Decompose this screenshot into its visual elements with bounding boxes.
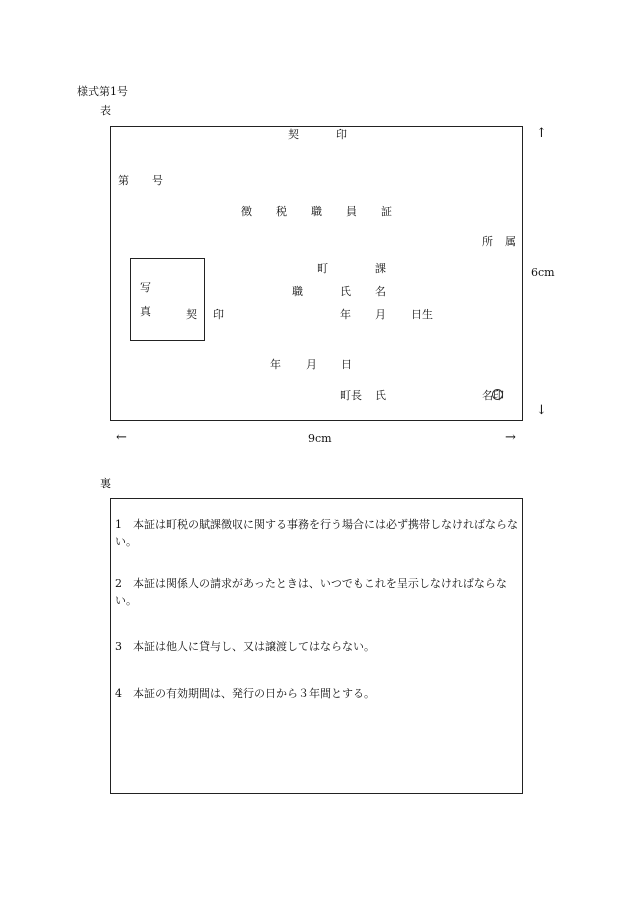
name-label-1: 氏 [340,285,351,298]
back-item-text: 本証の有効期間は、発行の日から３年間とする。 [133,687,375,700]
photo-label-2: 真 [140,305,151,318]
arrow-down-icon: ↓ [536,403,547,418]
height-dimension: 6cm [531,266,555,279]
back-item-number: 3 [115,640,122,653]
width-dimension: 9cm [308,432,332,445]
keiin-top-2: 印 [336,128,347,141]
affiliation-1: 所 [482,235,493,248]
back-item-text: 本証は町税の賦課徴収に関する事務を行う場合には必ず携帯しなければならない。 [115,518,518,548]
back-item-text: 本証は他人に貸与し、又は譲渡してはならない。 [133,640,375,653]
issue-day: 日 [341,358,352,371]
birth-month: 月 [375,308,386,321]
front-label: 表 [100,104,111,117]
back-item-3 [115,638,520,655]
back-item-text: 本証は関係人の請求があったときは、いつでもこれを呈示しなければならない。 [115,577,507,607]
back-item-number: 2 [115,577,122,590]
name-label-2: 名 [375,285,386,298]
position-label: 職 [292,285,303,298]
title-char-5: 証 [381,205,392,218]
back-item-1 [115,516,520,550]
back-item-2 [115,575,520,609]
title-char-3: 職 [311,205,322,218]
back-label: 裏 [100,477,111,490]
photo-keiin-2: 印 [213,308,224,321]
keiin-top-1: 契 [288,128,299,141]
arrow-right-icon: → [505,430,516,445]
mayor-label: 町長 [340,389,362,402]
affiliation-2: 属 [505,235,516,248]
title-char-4: 員 [346,205,357,218]
photo-box [130,258,205,341]
issue-month: 月 [306,358,317,371]
number-label-dai: 第 [118,174,129,187]
number-label-go: 号 [152,174,163,187]
title-char-2: 税 [276,205,287,218]
seal-circle [492,389,503,400]
dept-label: 課 [375,262,386,275]
form-number: 様式第1号 [77,85,128,98]
arrow-up-icon: ↑ [536,126,547,141]
back-item-4 [115,685,520,702]
title-char-1: 徴 [241,205,252,218]
birth-day: 日生 [411,308,433,321]
arrow-left-icon: ← [116,430,127,445]
photo-label-1: 写 [140,281,151,294]
seal-label: 名印 [482,389,504,402]
back-item-number: 4 [115,687,122,700]
issue-year: 年 [270,358,281,371]
birth-year: 年 [340,308,351,321]
back-item-number: 1 [115,518,122,531]
town-label: 町 [317,262,328,275]
mayor-name-label: 氏 [375,389,386,402]
photo-keiin-1: 契 [186,308,197,321]
